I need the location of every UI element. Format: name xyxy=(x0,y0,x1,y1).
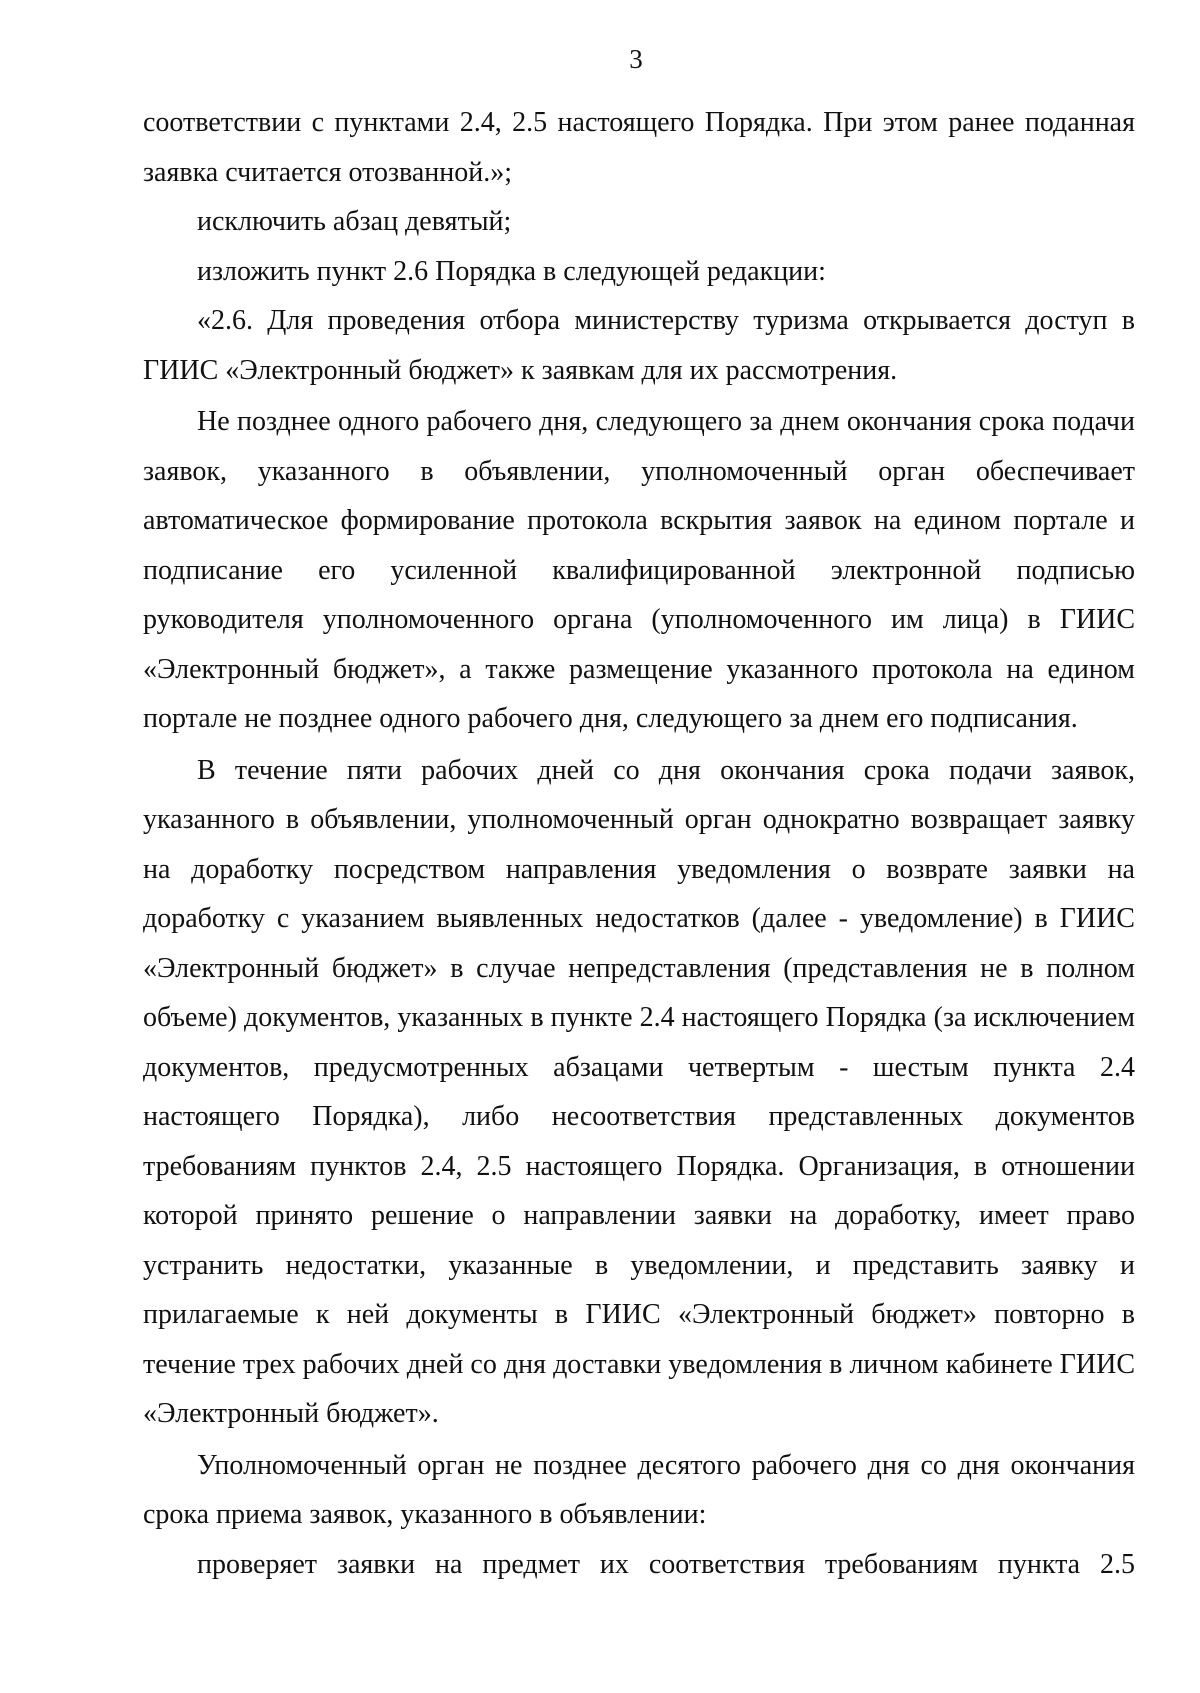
page-number: 3 xyxy=(629,44,643,74)
paragraph-restate-2-6: изложить пункт 2.6 Порядка в следующей редакции: xyxy=(197,255,826,287)
paragraph-2-6: «2.6. Для проведения отбора министерству туризма открывается доступ в ГИИС «Электронный бюджет» к заявкам для их рассмотрения. xyxy=(143,305,1135,386)
paragraph-authorized-body: Уполномоченный орган не позднее десятого рабочего дня со дня окончания срока приема заявок, указанного в объявлении: xyxy=(143,1449,1135,1530)
paragraph-return-for-revision: В течение пяти рабочих дней со дня окончания срока подачи заявок, указанного в объявлении, уполномоченный орган однократно возвращает заявку на доработку посредством направления уведомления о возврате заявки на доработку с указанием выявленных недостатков (далее - уведомление) в ГИИС «Электронный бюджет» в случае непредставления (представления не в полном объеме) документов, указанных в пункте 2.4 настоящего Порядка (за исключением документов, предусмотренных абзацами четвертым - шестым пункта 2.4 настоящего Порядка), либо несоответствия представленных документов требованиям пунктов 2.4, 2.5 настоящего Порядка. Организация, в отношении которой принято решение о направлении заявки на доработку, имеет право устранить недостатки, указанные в уведомлении, и представить заявку и прилагаемые к ней документы в ГИИС «Электронный бюджет» повторно в течение трех рабочих дней со дня доставки уведомления в личном кабинете ГИИС «Электронный бюджет». xyxy=(143,754,1135,1429)
paragraph-continuation: соответствии с пунктами 2.4, 2.5 настоящего Порядка. При этом ранее поданная заявка считается отозванной.»; xyxy=(143,107,1135,188)
paragraph-checks-applications: проверяет заявки на предмет их соответствия требованиям пункта 2.5 xyxy=(197,1548,1135,1580)
paragraph-exclude-abzac: исключить абзац девятый; xyxy=(197,206,512,237)
paragraph-protocol: Не позднее одного рабочего дня, следующего за днем окончания срока подачи заявок, указанного в объявлении, уполномоченный орган обеспечивает автоматическое формирование протокола вскрытия заявок на едином портале и подписание его усиленной квалифицированной электронной подписью руководителя уполномоченного органа (уполномоченного им лица) в ГИИС «Электронный бюджет», а также размещение указанного протокола на едином портале не позднее одного рабочего дня, следующего за днем его подписания. xyxy=(143,406,1135,734)
document-body xyxy=(143,98,1135,1589)
